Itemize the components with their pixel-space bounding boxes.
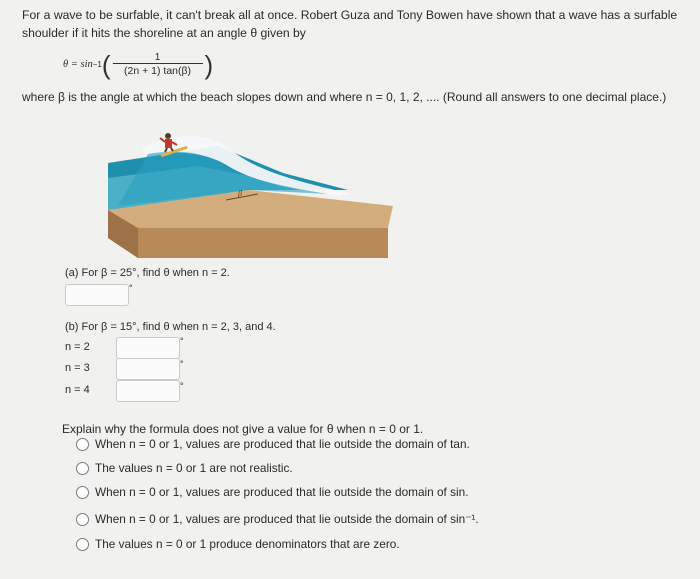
left-paren: ( <box>101 49 111 80</box>
part-a-answer-input[interactable] <box>65 284 129 306</box>
radio-circle-icon[interactable] <box>76 538 89 551</box>
formula <box>63 49 214 80</box>
option-3[interactable] <box>76 485 468 499</box>
part-a-prompt: (a) For β = 25°, find θ when n = 2. <box>65 267 230 279</box>
option-4[interactable] <box>76 512 479 526</box>
option-1[interactable] <box>76 437 470 451</box>
part-a-degree: ° <box>129 283 133 293</box>
where-text: where β is the angle at which the beach slopes down and where n = 0, 1, 2, .... (Round all answers to one decimal place.) <box>22 90 667 104</box>
explain-question: Explain why the formula does not give a value for θ when n = 0 or 1. <box>62 422 424 436</box>
formula-denominator: (2n + 1) tan(β) <box>124 65 192 77</box>
wave-beach-illustration <box>108 118 393 258</box>
formula-fraction <box>113 52 203 77</box>
radio-circle-icon[interactable] <box>76 462 89 475</box>
formula-lhs: θ = sin <box>63 59 93 70</box>
part-b-n2-degree: ° <box>180 336 184 346</box>
formula-numerator: 1 <box>113 52 203 64</box>
part-b-n4-label: n = 4 <box>65 384 90 396</box>
part-b-n4-input[interactable] <box>116 380 180 402</box>
right-paren: ) <box>204 49 214 80</box>
part-b-n4-degree: ° <box>180 381 184 391</box>
formula-exponent: −1 <box>92 60 102 69</box>
part-b-n3-label: n = 3 <box>65 362 90 374</box>
option-4-label: When n = 0 or 1, values are produced that lie outside the domain of sin⁻¹. <box>95 512 479 526</box>
intro-line-1: For a wave to be surfable, it can't break all at once. Robert Guza and Tony Bowen have shown that a wave has a surfable <box>22 8 678 22</box>
radio-circle-icon[interactable] <box>76 513 89 526</box>
intro-line-2: shoulder if it hits the shoreline at an angle θ given by <box>22 26 306 40</box>
part-b-n2-label: n = 2 <box>65 341 90 353</box>
part-b-prompt: (b) For β = 15°, find θ when n = 2, 3, and 4. <box>65 321 276 333</box>
problem-statement <box>22 6 698 42</box>
option-2-label: The values n = 0 or 1 are not realistic. <box>95 461 293 475</box>
option-5-label: The values n = 0 or 1 produce denominators that are zero. <box>95 537 400 551</box>
option-2[interactable] <box>76 461 293 475</box>
part-b-n3-input[interactable] <box>116 358 180 380</box>
beta-label: β <box>238 189 242 198</box>
radio-circle-icon[interactable] <box>76 438 89 451</box>
option-3-label: When n = 0 or 1, values are produced that lie outside the domain of sin. <box>95 485 469 499</box>
option-1-label: When n = 0 or 1, values are produced that lie outside the domain of tan. <box>95 437 470 451</box>
option-5[interactable] <box>76 537 400 551</box>
radio-circle-icon[interactable] <box>76 486 89 499</box>
part-b-n3-degree: ° <box>180 359 184 369</box>
part-b-n2-input[interactable] <box>116 337 180 359</box>
